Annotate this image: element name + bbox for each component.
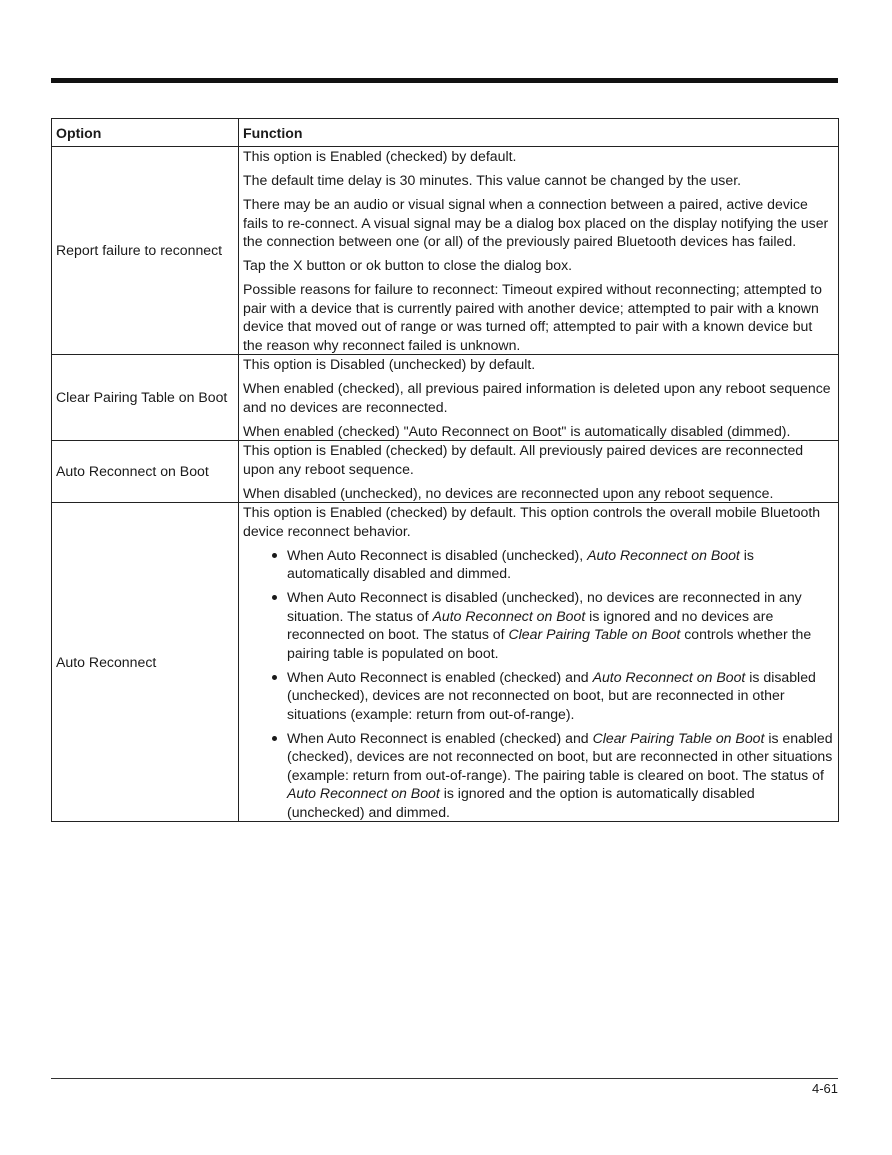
setting-name: Clear Pairing Table on Boot <box>592 729 765 746</box>
bullet-text: is automatically disabled and dimmed. <box>287 546 754 581</box>
function-column-header: Function <box>239 119 839 147</box>
table-row <box>52 355 839 441</box>
table-row <box>52 441 839 503</box>
table-row <box>52 503 839 822</box>
list-item <box>287 668 834 724</box>
description-paragraph: Possible reasons for failure to reconnect: Timeout expired without reconnecting; attempted to pair with a device that is currently paired with another device; attempted to pair with a known device that moved out of range or was turned off; attempted to pair with a known device but the reason why reconnect failed is unknown. <box>243 281 822 353</box>
list-item <box>287 588 834 662</box>
bullet-text: is ignored and no devices are reconnected on boot. The status of <box>287 607 774 642</box>
option-column-header: Option <box>52 119 239 147</box>
function-description <box>239 503 839 822</box>
option-name: Auto Reconnect <box>52 503 239 822</box>
function-description <box>239 147 839 355</box>
bullet-icon <box>272 553 277 558</box>
footer-rule <box>51 1078 838 1079</box>
option-name: Report failure to reconnect <box>52 147 239 355</box>
setting-name: Auto Reconnect on Boot <box>287 785 440 801</box>
function-description <box>239 355 839 441</box>
bullet-text: is ignored and the option is automatically disabled (unchecked) and dimmed. <box>287 785 755 820</box>
setting-name: Auto Reconnect on Boot <box>432 607 586 624</box>
description-paragraph: The default time delay is 30 minutes. This value cannot be changed by the user. <box>243 172 742 188</box>
bullet-text: When Auto Reconnect is enabled (checked) and <box>287 668 593 685</box>
option-name: Auto Reconnect on Boot <box>52 441 239 503</box>
header-rule <box>51 78 838 83</box>
table-row <box>52 147 839 355</box>
description-paragraph: Tap the X button or ok button to close the dialog box. <box>243 257 573 273</box>
bullet-text: When Auto Reconnect is enabled (checked) and <box>287 729 593 746</box>
list-item <box>287 546 834 583</box>
description-paragraph: When enabled (checked), all previous paired information is deleted upon any reboot sequence and no devices are reconnected. <box>243 380 831 415</box>
bullet-text: is disabled (unchecked), devices are not reconnected on boot, but are reconnected in other situations (example: return from out-of-range). <box>287 668 816 722</box>
bullet-icon <box>272 736 277 741</box>
description-paragraph: This option is Enabled (checked) by default. All previously paired devices are reconnected upon any reboot sequence. <box>243 442 804 477</box>
description-paragraph: This option is Enabled (checked) by default. This option controls the overall mobile Bluetooth device reconnect behavior. <box>243 504 821 539</box>
setting-name: Auto Reconnect on Boot <box>592 668 746 685</box>
list-item <box>287 729 834 822</box>
options-table <box>51 118 839 822</box>
setting-name: Auto Reconnect on Boot <box>587 546 740 563</box>
page-number: 4-61 <box>811 1081 838 1096</box>
description-paragraph: This option is Disabled (unchecked) by default. <box>243 356 536 372</box>
description-paragraph: This option is Enabled (checked) by default. <box>243 148 517 164</box>
setting-name: Clear Pairing Table on Boot <box>508 626 681 642</box>
description-paragraph: When enabled (checked) "Auto Reconnect on Boot" is automatically disabled (dimmed). <box>243 422 791 439</box>
behavior-list <box>243 546 834 822</box>
option-name: Clear Pairing Table on Boot <box>52 355 239 441</box>
bullet-text: controls whether the pairing table is populated on boot. <box>287 626 812 661</box>
table-header-row <box>52 119 839 147</box>
description-paragraph: There may be an audio or visual signal when a connection between a paired, active device fails to re-connect. A visual signal may be a dialog box placed on the display notifying the user the connection between one (or all) of the previously paired Bluetooth devices has failed. <box>243 196 829 249</box>
bullet-text: When Auto Reconnect is disabled (unchecked), <box>287 546 588 563</box>
bullet-text: is enabled (checked), devices are not reconnected on boot, but are reconnected in other situations (example: return from out-of-range). The pairing table is cleared on boot. The status of <box>287 729 833 783</box>
bullet-text: When Auto Reconnect is disabled (unchecked), no devices are reconnected in any situation. The status of <box>287 589 802 624</box>
bullet-icon <box>272 595 277 600</box>
description-paragraph: When disabled (unchecked), no devices are reconnected upon any reboot sequence. <box>243 484 774 501</box>
function-description <box>239 441 839 503</box>
bullet-icon <box>272 675 277 680</box>
